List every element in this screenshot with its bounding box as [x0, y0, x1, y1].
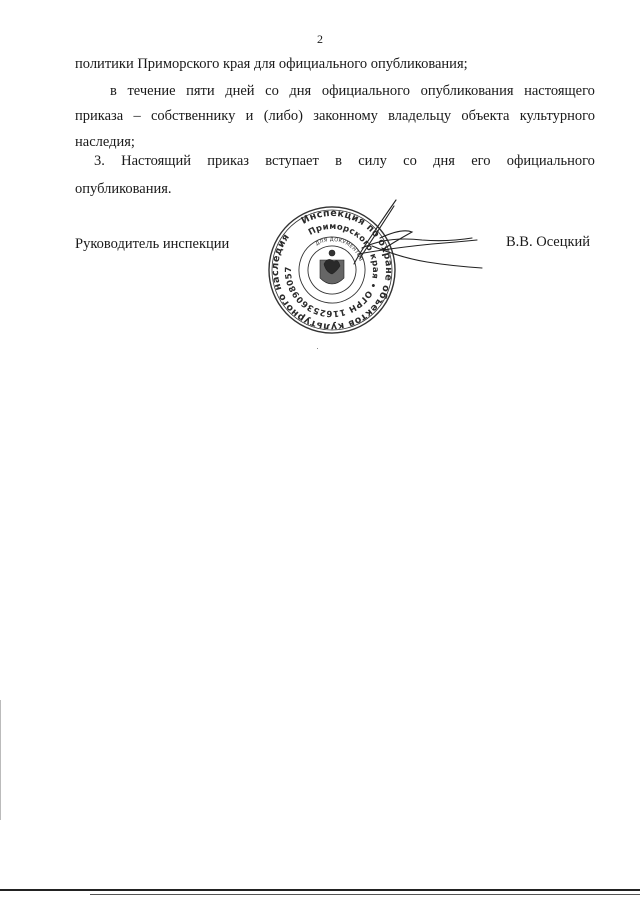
para2-line-2-word: владельцу	[388, 108, 452, 124]
para2-line-1-word: дня	[289, 83, 312, 99]
para3-line-1-word: Настоящий	[121, 153, 191, 169]
para3-line-1-word: его	[471, 153, 491, 169]
para3-line-1-word: приказ	[207, 153, 249, 169]
stamp-and-signature	[262, 198, 492, 338]
para2-line-2	[75, 107, 595, 125]
para3-line-1-word: в	[335, 153, 342, 169]
para2-line-1-word: пяти	[186, 83, 215, 99]
official-stamp-icon	[262, 198, 492, 338]
scan-edge-line	[0, 889, 640, 891]
scan-edge-line	[90, 894, 640, 895]
para2-line-3: наследия;	[75, 134, 135, 150]
signer-name: В.В. Осецкий	[506, 234, 591, 250]
para3-line-1	[94, 152, 595, 170]
para3-line-1-word: официального	[506, 153, 595, 169]
para2-line-1-word: в	[110, 83, 117, 99]
para2-line-2-word: собственнику	[150, 108, 236, 124]
stamp-outer-text: Инспекция по охране объектов культурного наследия	[269, 207, 395, 333]
page-number: 2	[317, 32, 323, 46]
para2-line-2-word: и	[245, 108, 254, 124]
para2-line-1-word: дней	[225, 83, 255, 99]
para2-line-1-word: опубликования	[420, 83, 514, 99]
body-line-1: политики Приморского края для официального опубликования;	[75, 56, 468, 72]
para2-line-1-word: официального	[321, 83, 410, 99]
para3-line-2: опубликования.	[75, 181, 172, 197]
para2-line-2-word: (либо)	[263, 108, 303, 124]
para2-line-2-word: законному	[313, 108, 378, 124]
stamp-center-text: ДЛЯ ДОКУМЕНТОВ	[314, 236, 364, 263]
para2-line-2-word: культурного	[519, 108, 595, 124]
para3-line-1-word: со	[403, 153, 417, 169]
para3-line-1-word: 3.	[94, 153, 105, 169]
stamp-inner-text: Приморского края • ОГРН 1162536098057	[283, 221, 381, 319]
para2-line-2-word: приказа	[75, 108, 124, 124]
para2-line-2-word: –	[133, 108, 141, 124]
para2-line-1-word: течение	[127, 83, 176, 99]
scan-speck	[317, 348, 318, 349]
para2-line-2-word: объекта	[461, 108, 510, 124]
signer-position: Руководитель инспекции	[75, 236, 230, 252]
scan-speck	[0, 700, 1, 820]
para3-line-1-word: силу	[358, 153, 387, 169]
para2-line-1-word: со	[265, 83, 279, 99]
para3-line-1-word: дня	[433, 153, 455, 169]
para3-line-1-word: вступает	[265, 153, 319, 169]
para2-line-1	[110, 82, 595, 100]
para2-line-1-word: настоящего	[524, 83, 595, 99]
